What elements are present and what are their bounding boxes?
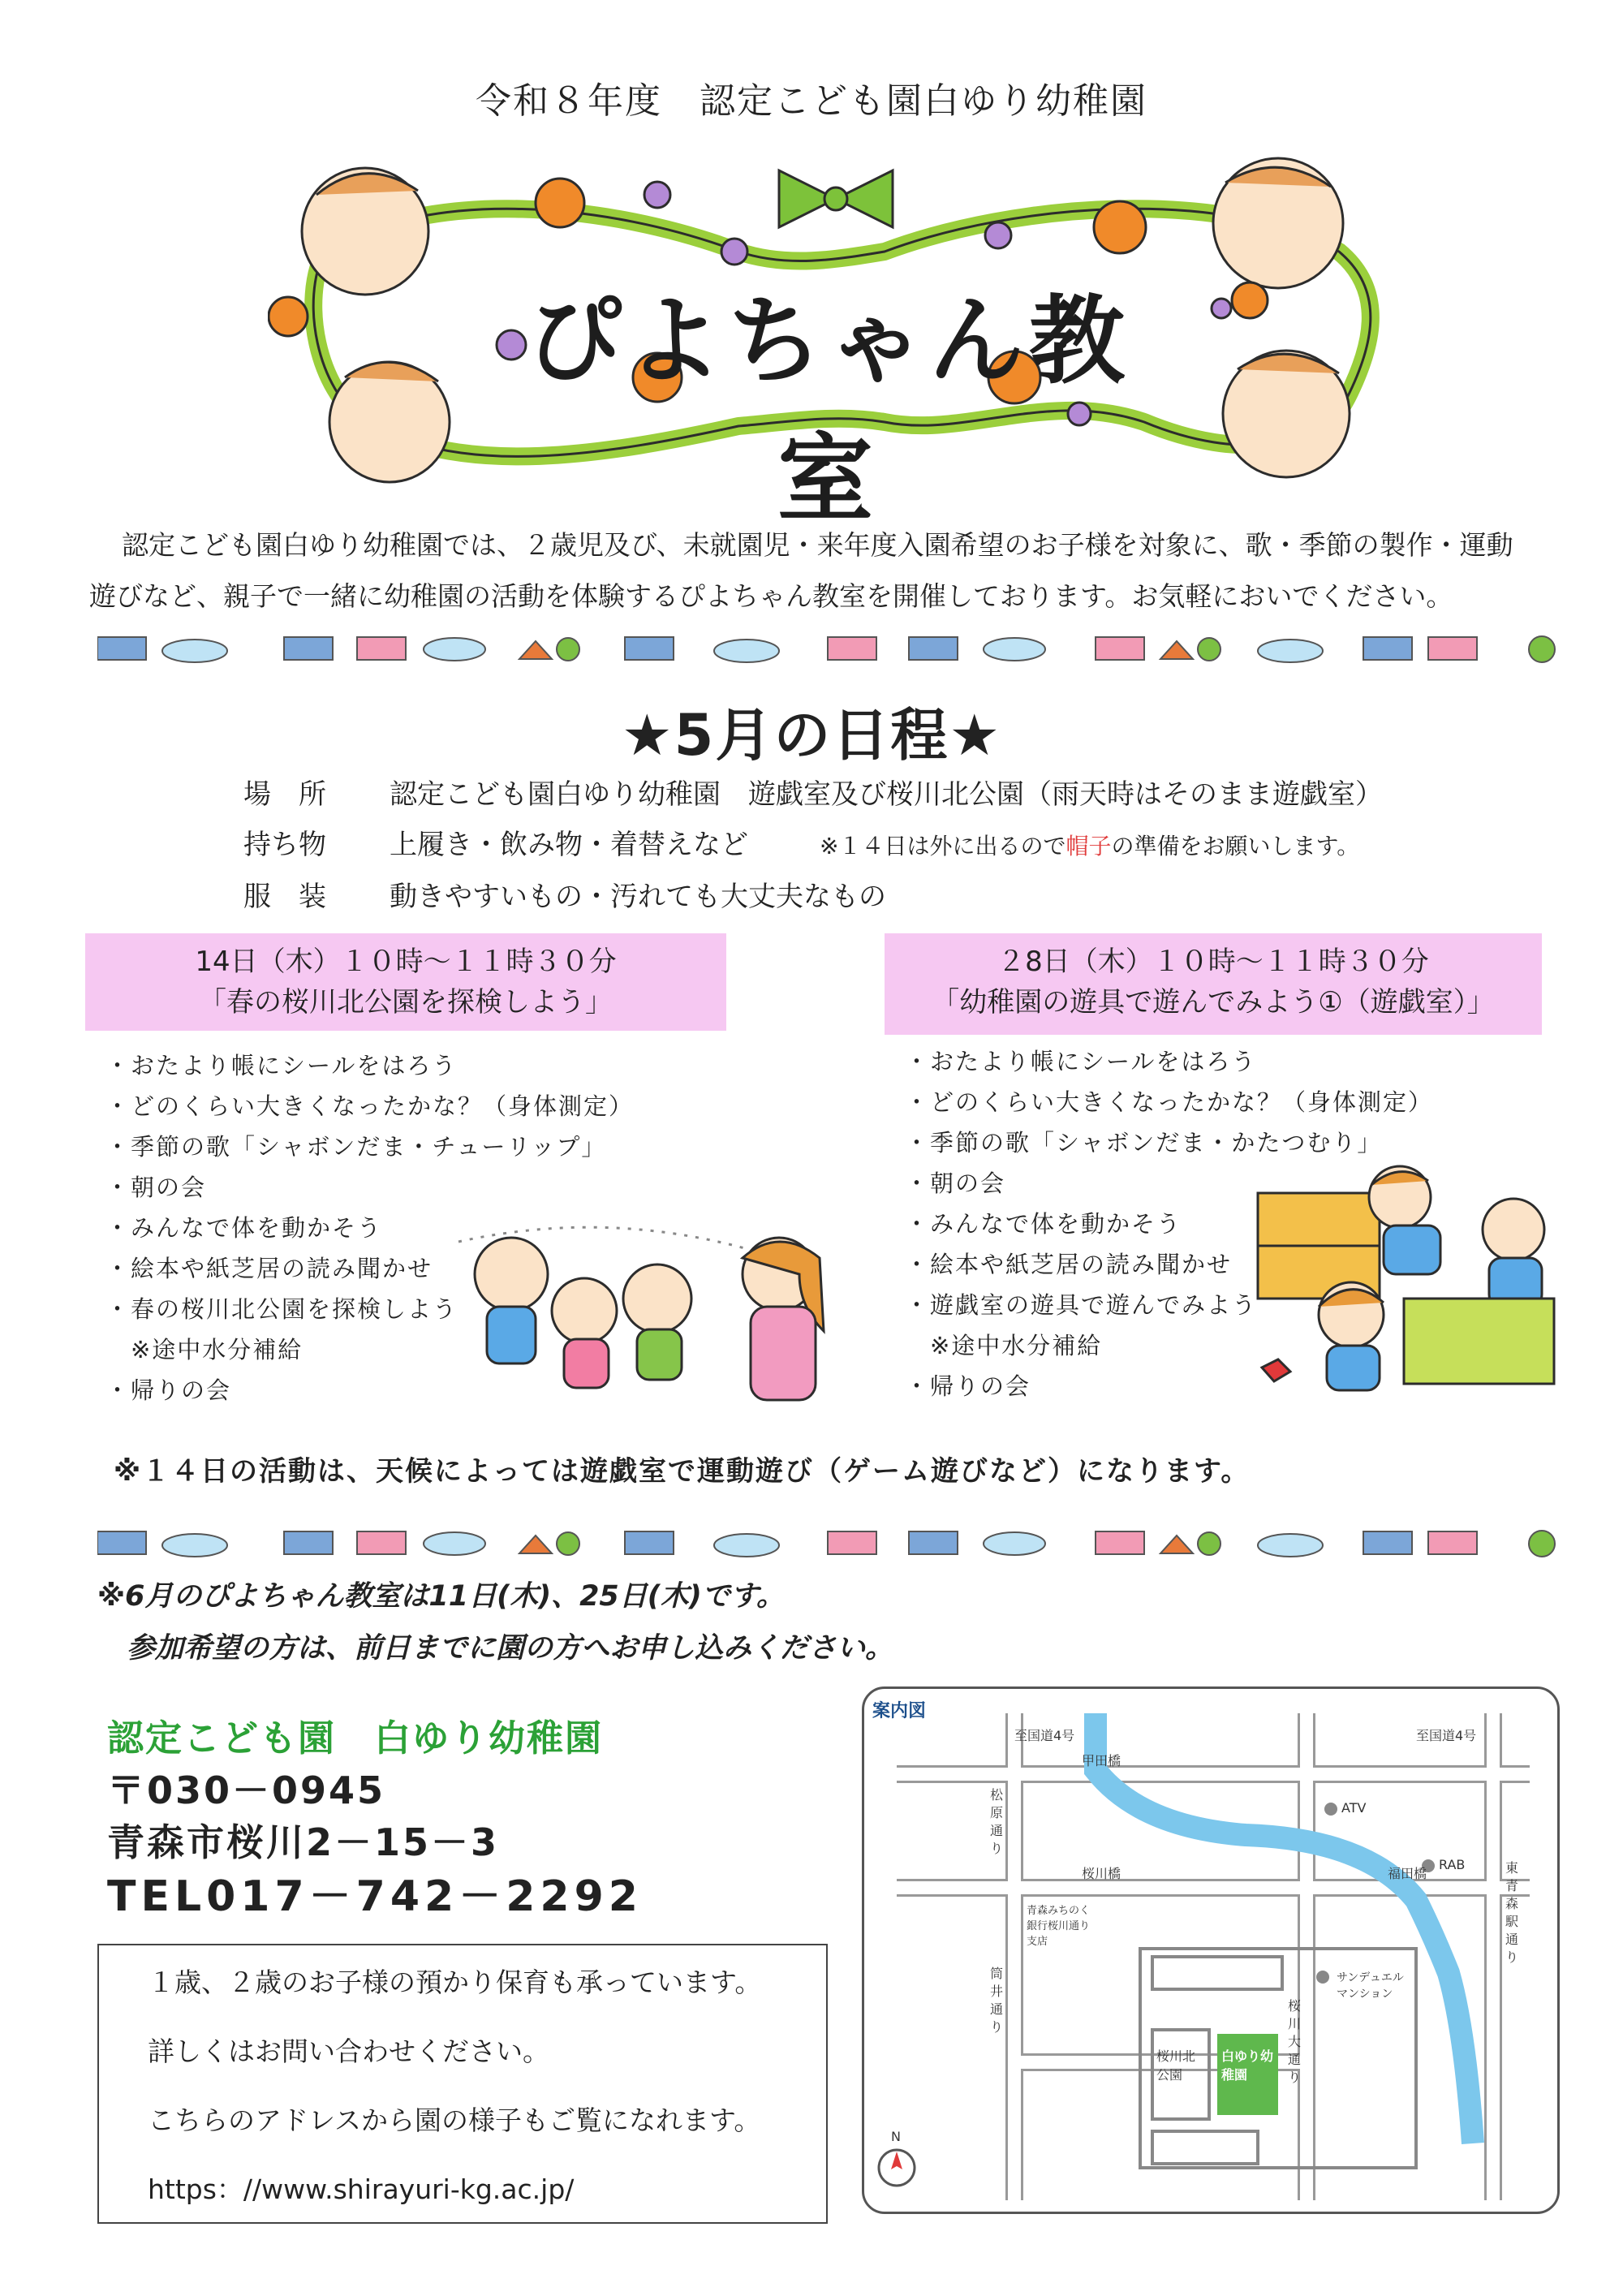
map-park: 桜川北公園 — [1156, 2048, 1196, 2083]
info-line-3: こちらのアドレスから園の様子もご覧になれます。 — [148, 2104, 761, 2136]
map-koda-bridge: 甲田橋 — [1082, 1753, 1121, 1768]
list-item: ・朝の会 — [105, 1174, 207, 1201]
map-sakuragawa-avenue: 桜川大通り — [1288, 1998, 1302, 2085]
map-bank: 青森みちのく銀行桜川通り支店 — [1027, 1905, 1091, 1948]
day28-theme: 「幼稚園の遊具で遊んでみよう①（遊戯室）」 — [932, 986, 1495, 1019]
postal-code: 〒030－0945 — [107, 1768, 386, 1812]
phone-number: TEL017－742－2292 — [107, 1872, 643, 1921]
list-item: ・春の桜川北公園を探検しよう — [105, 1295, 458, 1323]
map-atv: ATV — [1341, 1800, 1367, 1816]
day28-header-box — [885, 933, 1542, 1035]
day14-weather-note: ※１４日の活動は、天候によっては遊戯室で運動遊び（ゲーム遊びなど）になります。 — [114, 1455, 1251, 1488]
header-title: 令和８年度 認定こども園白ゆり幼稚園 — [476, 80, 1147, 122]
list-item: ・どのくらい大きくなったかな？（身体測定） — [905, 1088, 1434, 1116]
map-fukuda-bridge: 福田橋 — [1388, 1866, 1427, 1881]
list-item: ・絵本や紙芝居の読み聞かせ — [905, 1251, 1233, 1278]
items-row — [243, 820, 1383, 872]
clothes-value: 動きやすいもの・汚れても大丈夫なもの — [390, 881, 886, 913]
june-notice — [97, 1570, 893, 1674]
items-label: 持ち物 — [243, 829, 326, 861]
schedule-title: ★5月の日程★ — [621, 702, 1002, 769]
list-item: ※途中水分補給 — [105, 1336, 304, 1363]
clothes-row — [243, 872, 1383, 922]
day14-header-box — [85, 933, 726, 1031]
map-matsubara-street: 松原通り — [990, 1787, 1004, 1856]
day14-date: 14日（木）１０時～１１時３０分 — [195, 946, 617, 978]
june-line-1: ※6月のぴよちゃん教室は11日(木)、25日(木)です。 — [97, 1580, 785, 1613]
intro-line-1: 認定こども園白ゆり幼稚園では、２歳児及び、未就園児・来年度入園希望のお子様を対象に、歌・季節の製作・運動 — [122, 529, 1513, 561]
schedule-info — [243, 769, 1383, 922]
info-line-2: 詳しくはお問い合わせください。 — [148, 2035, 549, 2067]
items-note-pre: ※１４日は外に出るので — [820, 833, 1066, 859]
access-map — [862, 1686, 1560, 2214]
list-item: ・どのくらい大きくなったかな？（身体測定） — [105, 1092, 635, 1120]
map-title: 案内図 — [872, 1701, 927, 1721]
place-value: 認定こども園白ゆり幼稚園 遊戯室及び桜川北公園（雨天時はそのまま遊戯室） — [390, 778, 1383, 811]
banner-title: ぴよちゃん教室 — [525, 284, 1130, 535]
list-item: ※途中水分補給 — [905, 1332, 1103, 1359]
list-item: ・季節の歌「シャボンだま・かたつむり」 — [905, 1129, 1383, 1157]
day28-date: ２8日（木）１０時～１１時３０分 — [997, 946, 1429, 978]
map-route4-left: 至国道4号 — [1014, 1728, 1075, 1743]
items-value: 上履き・飲み物・着替えなど — [390, 829, 748, 861]
list-item: ・みんなで体を動かそう — [105, 1214, 383, 1242]
intro-line-2: 遊びなど、親子で一緒に幼稚園の活動を体験するぴよちゃん教室を開催しております。お気軽においでください。 — [89, 580, 1453, 612]
list-item: ・帰りの会 — [105, 1376, 232, 1404]
map-roads — [864, 1689, 1560, 2214]
map-sakuragawa-bridge: 桜川橋 — [1082, 1866, 1121, 1881]
list-item: ・帰りの会 — [905, 1372, 1031, 1400]
list-item: ・絵本や紙芝居の読み聞かせ — [105, 1255, 433, 1282]
items-note — [820, 821, 1359, 872]
map-mansion: サンデュエルマンション — [1337, 1971, 1404, 2001]
map-tsutsui-street: 筒井通り — [990, 1966, 1004, 2035]
list-item: ・季節の歌「シャボンだま・チューリップ」 — [105, 1133, 607, 1161]
website-link[interactable]: https：//www.shirayuri-kg.ac.jp/ — [148, 2173, 575, 2205]
school-address — [107, 1712, 643, 1925]
clothes-label: 服 装 — [243, 881, 326, 913]
map-school: 白ゆり幼稚園 — [1221, 2048, 1274, 2083]
info-box — [97, 1944, 828, 2224]
info-line-1: １歳、２歳のお子様の預かり保育も承っています。 — [148, 1966, 762, 1998]
list-item: ・朝の会 — [905, 1170, 1006, 1197]
map-higashi-street: 東青森駅通り — [1505, 1860, 1519, 1965]
street-address: 青森市桜川2－15－3 — [107, 1820, 500, 1864]
map-route4-right: 至国道4号 — [1416, 1728, 1477, 1743]
day14-theme: 「春の桜川北公園を探検しよう」 — [199, 986, 613, 1019]
items-note-hat: 帽子 — [1065, 833, 1112, 859]
map-north: N — [891, 2129, 901, 2144]
list-item: ・みんなで体を動かそう — [905, 1210, 1182, 1238]
intro-paragraph — [89, 519, 1550, 622]
place-row — [243, 769, 1383, 820]
carp-streamer-garland — [97, 1519, 1566, 1568]
list-item: ・遊戯室の遊具で遊んでみよう — [905, 1291, 1258, 1319]
map-rab: RAB — [1439, 1857, 1466, 1872]
list-item: ・おたより帳にシールをはろう — [105, 1052, 458, 1079]
carp-streamer-garland — [97, 625, 1566, 674]
school-name: 認定こども園 白ゆり幼稚園 — [107, 1717, 604, 1760]
items-note-post: の準備をお願いします。 — [1111, 833, 1360, 859]
children-picnic-illustration — [442, 1217, 848, 1404]
june-line-2: 参加希望の方は、前日までに園の方へお申し込みください。 — [127, 1632, 894, 1665]
place-label: 場 所 — [243, 778, 326, 811]
children-toys-illustration — [1254, 1161, 1562, 1404]
list-item: ・おたより帳にシールをはろう — [905, 1048, 1257, 1075]
